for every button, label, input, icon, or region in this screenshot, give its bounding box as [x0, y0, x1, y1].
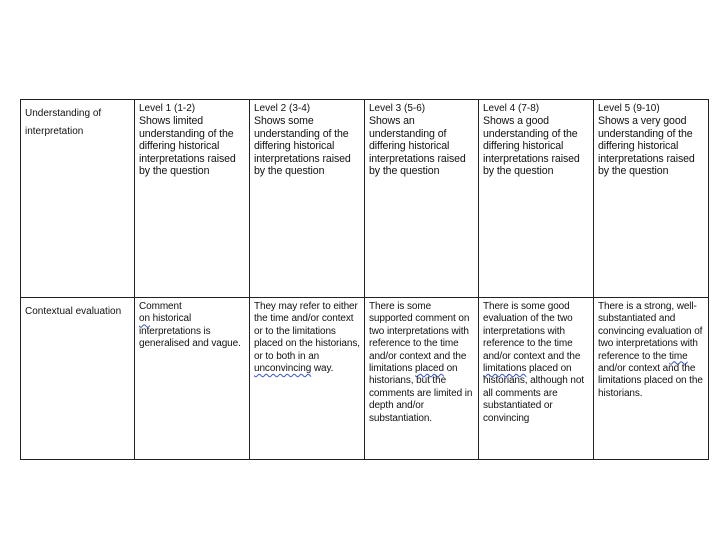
level-3-context: There is some supported comment on two interpretations with reference to the time and/or context and the limitations placed on historians, but the comments are limited in depth and/or substantiation. [369, 301, 473, 424]
criterion-cell [21, 298, 135, 460]
level-4-cell [479, 100, 594, 298]
level-2-understanding: Shows some understanding of the differing historical interpretations raised by the question [254, 115, 351, 177]
criterion-label: Contextual evaluation [25, 306, 122, 317]
mark-scheme-table [20, 99, 709, 460]
level-3-cell [365, 100, 479, 298]
level-2-context: They may refer to either the time and/or context or to the limitations placed on the historians, or to both in an unconvincing way. [254, 301, 360, 375]
level-4-understanding: Shows a good understanding of the differing historical interpretations raised by the question [483, 115, 580, 177]
spellcheck-underline: on [139, 313, 150, 325]
criterion-cell [21, 100, 135, 298]
level-5-understanding: Shows a very good understanding of the differing historical interpretations raised by the question [598, 115, 695, 177]
level-4-title: Level 4 (7-8) [483, 103, 540, 114]
level-3-title: Level 3 (5-6) [369, 103, 426, 114]
level-4-context: There is some good evaluation of the two interpretations with reference to the time and/or context and the limitations placed on historians, although not all comments are substantiated or convincing [483, 301, 585, 424]
criterion-label: Understanding of interpretation [25, 108, 102, 137]
level-1-cell [135, 100, 250, 298]
understanding-row [21, 100, 709, 298]
level-1-context-cell [135, 298, 250, 460]
spellcheck-underline: time [669, 350, 688, 362]
level-5-cell [594, 100, 709, 298]
level-5-context-cell [594, 298, 709, 460]
level-3-context-cell [365, 298, 479, 460]
spellcheck-underline: limitations [483, 363, 527, 375]
level-1-understanding: Shows limited understanding of the differing historical interpretations raised by the question [139, 115, 236, 177]
spellcheck-underline: placed [415, 363, 444, 375]
level-2-cell [250, 100, 365, 298]
level-2-context-cell [250, 298, 365, 460]
level-2-title: Level 2 (3-4) [254, 103, 311, 114]
spellcheck-underline: unconvincing [254, 363, 312, 375]
level-5-title: Level 5 (9-10) [598, 103, 660, 114]
level-1-title: Level 1 (1-2) [139, 103, 196, 114]
contextual-row [21, 298, 709, 460]
level-4-context-cell [479, 298, 594, 460]
level-3-understanding: Shows an understanding of differing historical interpretations raised by the question [369, 115, 466, 177]
level-5-context: There is a strong, well-substantiated and convincing evaluation of two interpretations with reference to the time and/or context and the limitations placed on the historians. [598, 301, 703, 399]
level-1-context: Comment on historical interpretations is generalised and vague. [139, 301, 241, 350]
